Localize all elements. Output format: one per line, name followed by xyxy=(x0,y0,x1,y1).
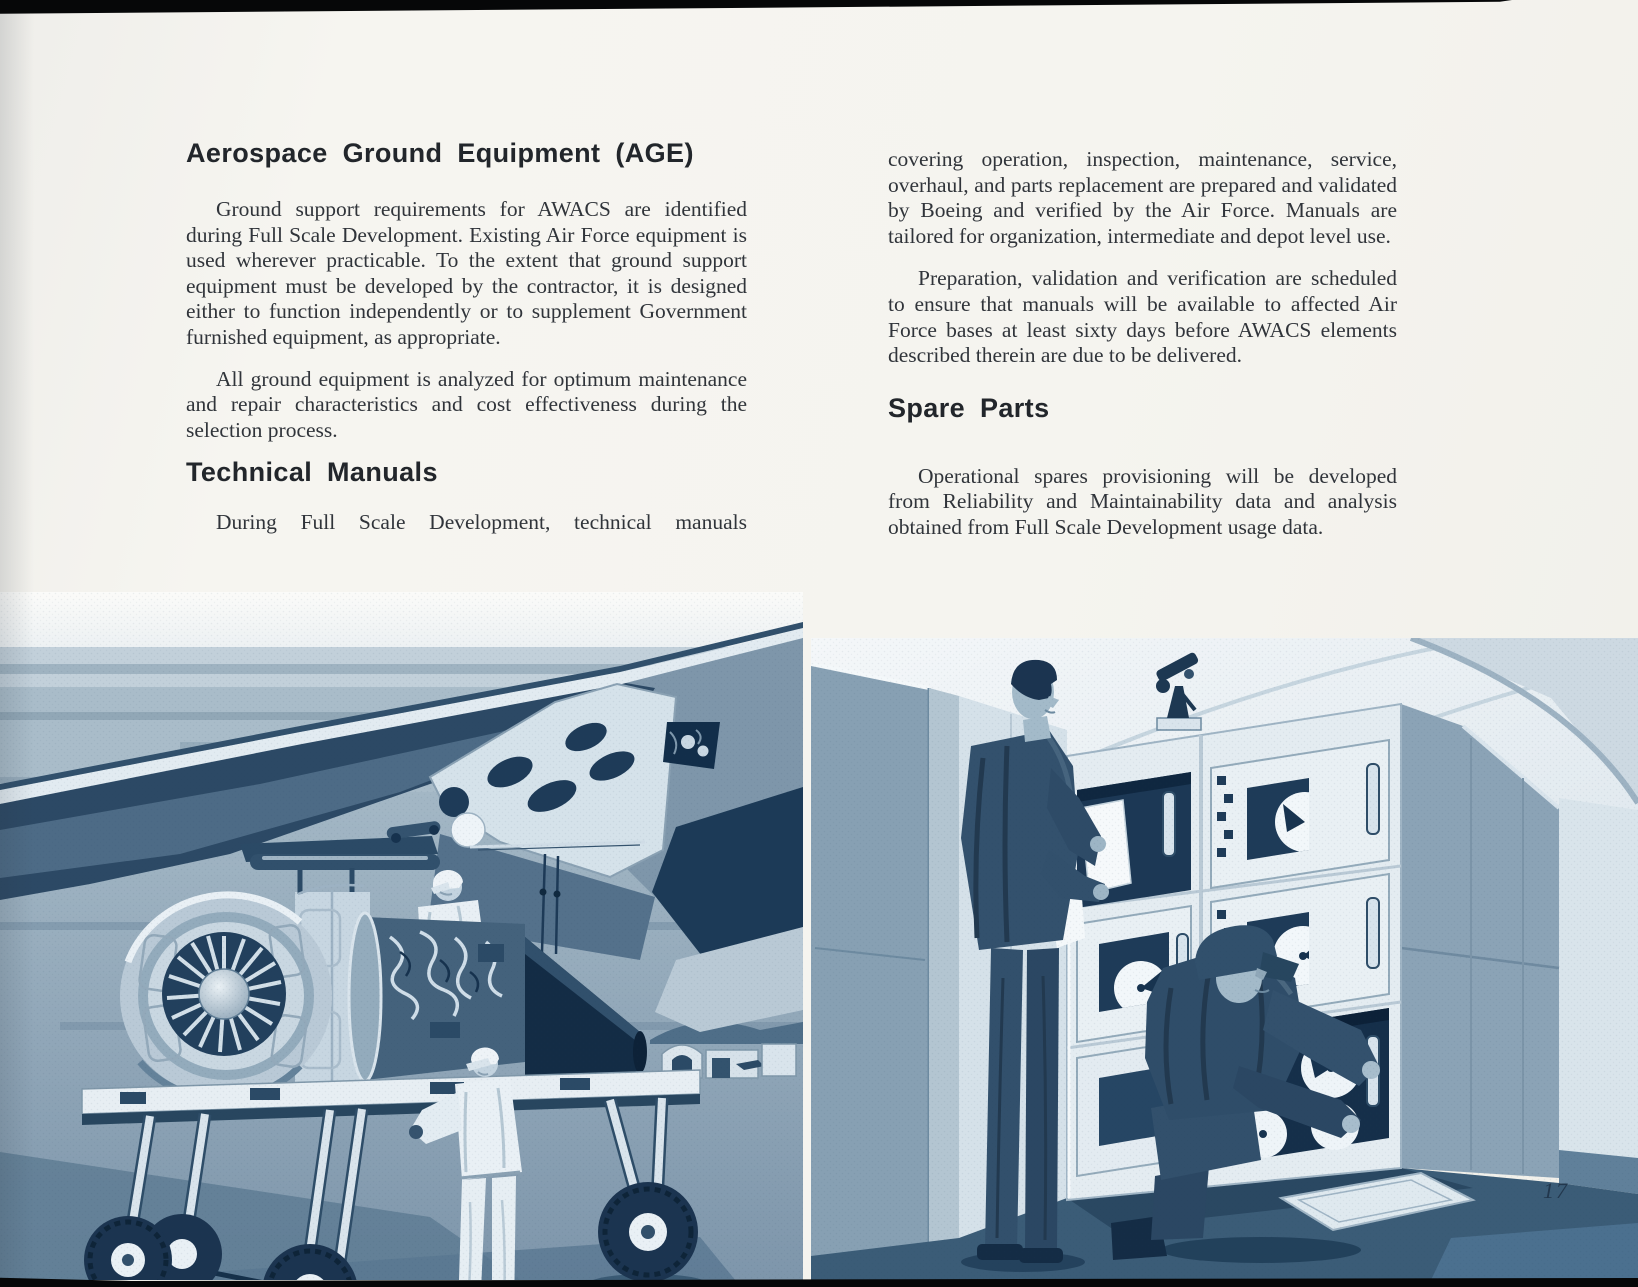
heading-aerospace-ground-equipment: Aerospace Ground Equipment (AGE) xyxy=(186,138,694,168)
scan-edge-top xyxy=(0,0,1512,15)
paragraph-preparation-validation: Preparation, validation and verification are scheduled to ensure that manuals will be available to affected Air Force bases at least sixty days before AWACS elements described therein are due to be delivered. xyxy=(888,266,1397,368)
engine-transport-art xyxy=(0,592,803,1280)
engine-transport-illustration xyxy=(0,592,803,1280)
paragraph-all-ground-equipment: All ground equipment is analyzed for optimum maintenance and repair characteristics and cost effectiveness during the selection process. xyxy=(186,366,747,442)
equipment-bay-illustration xyxy=(811,638,1638,1280)
left-column xyxy=(186,138,747,536)
right-column xyxy=(888,147,1397,541)
halftone-overlay xyxy=(811,638,1638,1280)
page-number: 17 xyxy=(1543,1178,1569,1203)
paragraph-ground-support: Ground support requirements for AWACS are identified during Full Scale Development. Existing Air Force equipment is used wherever practicable. To the extent that ground support equipment must be developed by the contractor, it is designed either to function independently or to supplement Government furnished equipment, as appropriate. xyxy=(186,197,747,349)
halftone-overlay xyxy=(0,592,803,1280)
heading-technical-manuals: Technical Manuals xyxy=(186,457,438,488)
paragraph-covering-operation: covering operation, inspection, maintenance, service, overhaul, and parts replacement are prepared and validated by Boeing and verified by the Air Force. Manuals are tailored for organization, intermediate and depot level use. xyxy=(888,147,1397,248)
paragraph-during-fsd: During Full Scale Development, technical manuals xyxy=(216,510,747,535)
equipment-bay-art xyxy=(811,638,1638,1280)
paragraph-operational-spares: Operational spares provisioning will be developed from Reliability and Maintainability data and analysis obtained from Full Scale Development usage data. xyxy=(888,463,1397,539)
heading-spare-parts: Spare Parts xyxy=(888,392,1050,423)
